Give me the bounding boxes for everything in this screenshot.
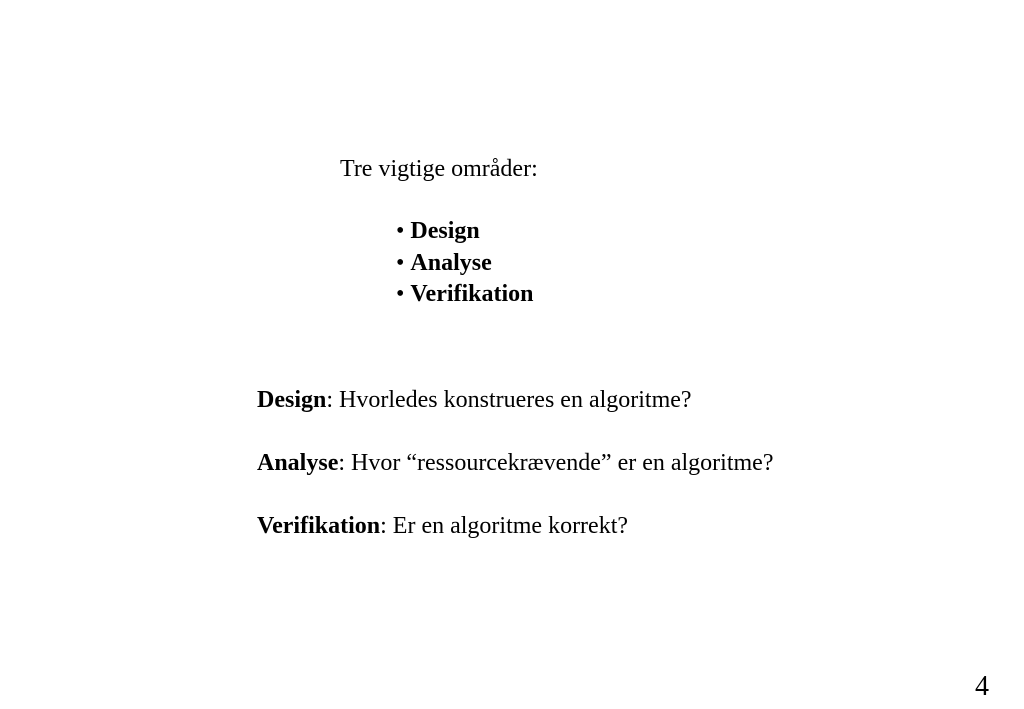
bullet-icon: • — [396, 281, 405, 307]
definition-verifikation — [257, 511, 773, 541]
bullet-item-verifikation — [396, 279, 534, 311]
page-number: 4 — [975, 671, 989, 702]
definition-text: : Er en algoritme korrekt? — [380, 513, 629, 539]
bullet-item-analyse — [396, 248, 534, 280]
intro-heading: Tre vigtige områder: — [340, 156, 538, 182]
definition-analyse — [257, 448, 773, 478]
definition-design — [257, 385, 773, 415]
bullet-icon: • — [396, 249, 405, 276]
areas-bullet-list — [396, 216, 534, 311]
definition-term: Verifikation — [257, 513, 381, 539]
definitions — [257, 385, 773, 574]
definition-term: Analyse — [257, 450, 339, 476]
bullet-label: Design — [410, 218, 480, 244]
bullet-label: Verifikation — [410, 281, 534, 307]
definition-term: Design — [257, 387, 327, 413]
definition-text: : Hvorledes konstrueres en algoritme? — [326, 387, 692, 413]
bullet-item-design — [396, 216, 534, 248]
definition-text: : Hvor “ressourcekrævende” er en algoritme? — [338, 450, 774, 476]
bullet-label: Analyse — [410, 249, 492, 276]
bullet-icon: • — [396, 218, 405, 244]
